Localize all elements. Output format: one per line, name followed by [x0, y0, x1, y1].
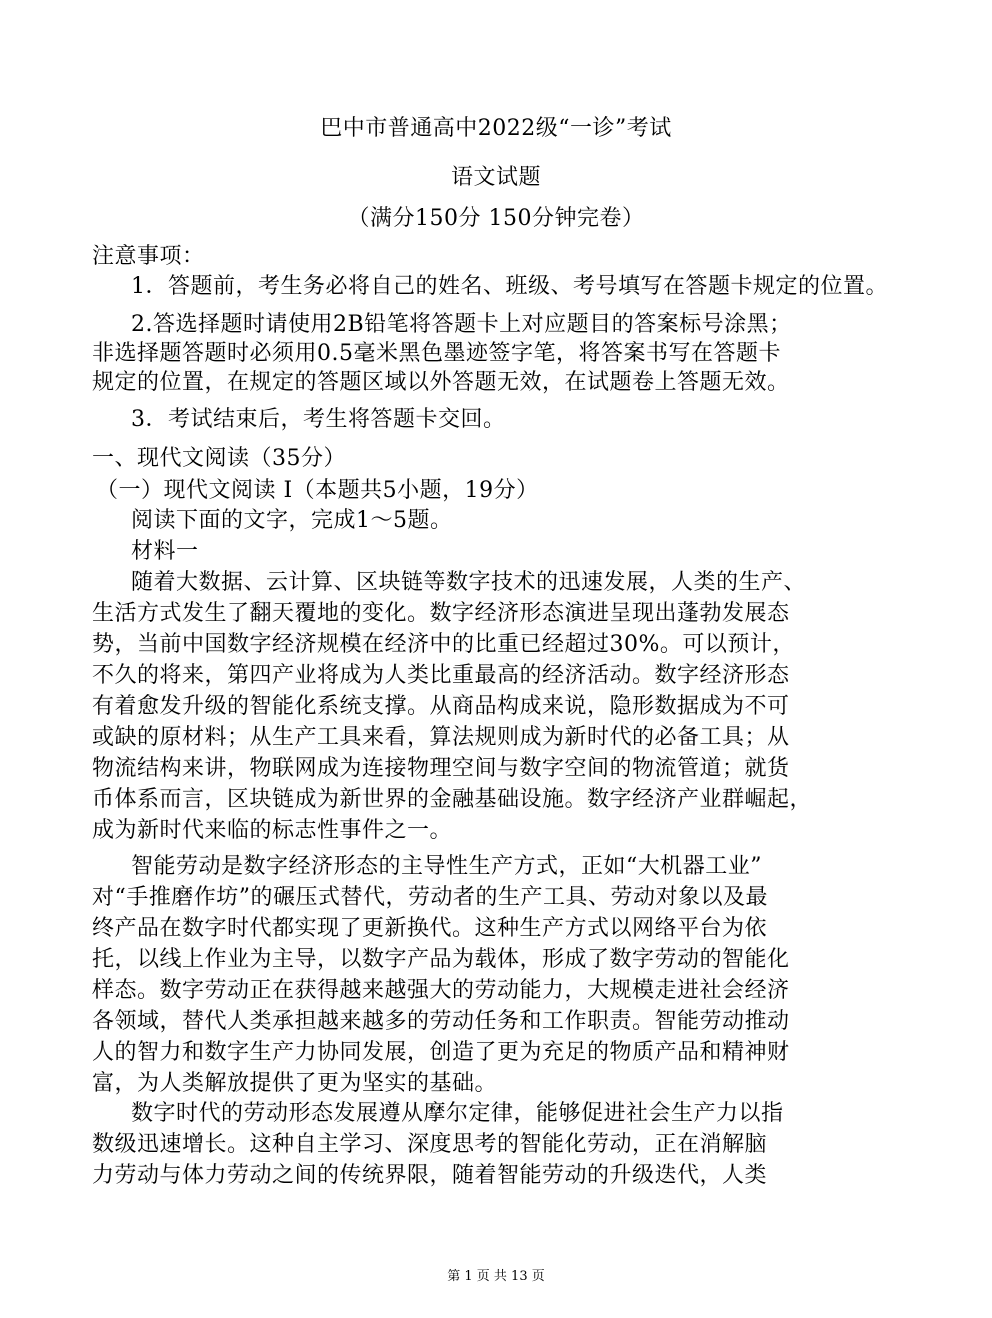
body-line: 有着愈发升级的智能化系统支撑。从商品构成来说，隐形数据成为不可: [92, 694, 790, 719]
notice-item-2-line-3: 规定的位置，在规定的答题区域以外答题无效，在试题卷上答题无效。: [92, 370, 790, 395]
notice-item-2-line-2: 非选择题答题时必须用0.5毫米黑色墨迹签字笔，将答案书写在答题卡: [92, 341, 781, 366]
subsection-heading: （一）现代文阅读 I（本题共5小题，19分）: [96, 478, 539, 503]
body-line: 数级迅速增长。这种自主学习、深度思考的智能化劳动，正在消解脑: [92, 1132, 768, 1157]
body-line: 各领域，替代人类承担越来越多的劳动任务和工作职责。智能劳动推动: [92, 1009, 790, 1034]
exam-title: 巴中市普通高中2022级“一诊”考试: [320, 116, 672, 141]
body-line: 力劳动与体力劳动之间的传统界限，随着智能劳动的升级迭代，人类: [92, 1163, 768, 1188]
body-line: 人的智力和数字生产力协同发展，创造了更为充足的物质产品和精神财: [92, 1040, 790, 1065]
body-line: 不久的将来，第四产业将成为人类比重最高的经济活动。数字经济形态: [92, 663, 790, 688]
notice-item-3: 3．考试结束后，考生将答题卡交回。: [131, 407, 506, 432]
body-line: 数字时代的劳动形态发展遵从摩尔定律，能够促进社会生产力以指: [131, 1101, 784, 1126]
body-line: 托，以线上作业为主导，以数字产品为载体，形成了数字劳动的智能化: [92, 947, 790, 972]
notice-heading: 注意事项：: [92, 244, 205, 269]
body-line: 富，为人类解放提供了更为坚实的基础。: [92, 1071, 498, 1096]
body-line: 样态。数字劳动正在获得越来越强大的劳动能力，大规模走进社会经济: [92, 978, 790, 1003]
body-line: 终产品在数字时代都实现了更新换代。这种生产方式以网络平台为依: [92, 916, 768, 941]
score-time-info: （满分150分 150分钟完卷）: [347, 206, 645, 231]
body-line: 物流结构来讲，物联网成为连接物理空间与数字空间的物流管道；就货: [92, 756, 790, 781]
notice-item-2-line-1: 2.答选择题时请使用2B铅笔将答题卡上对应题目的答案标号涂黑；: [131, 312, 792, 337]
body-line: 生活方式发生了翻天覆地的变化。数字经济形态演进呈现出蓬勃发展态: [92, 601, 790, 626]
section-heading: 一、现代文阅读（35分）: [92, 446, 346, 471]
notice-item-1: 1．答题前，考生务必将自己的姓名、班级、考号填写在答题卡规定的位置。: [131, 274, 888, 299]
page-number: 第 1 页 共 13 页: [447, 1269, 545, 1284]
material-label: 材料一: [131, 539, 199, 564]
body-line: 对“手推磨作坊”的碾压式替代，劳动者的生产工具、劳动对象以及最: [92, 885, 768, 910]
body-line: 智能劳动是数字经济形态的主导性生产方式，正如“大机器工业”: [131, 854, 762, 879]
reading-instruction: 阅读下面的文字，完成1～5题。: [131, 508, 453, 533]
body-line: 随着大数据、云计算、区块链等数字技术的迅速发展，人类的生产、: [131, 570, 807, 595]
body-line: 势，当前中国数字经济规模在经济中的比重已经超过30%。可以预计，: [92, 632, 795, 657]
body-line: 成为新时代来临的标志性事件之一。: [92, 818, 453, 843]
body-line: 或缺的原材料；从生产工具来看，算法规则成为新时代的必备工具；从: [92, 725, 790, 750]
subject-title: 语文试题: [450, 165, 541, 190]
body-line: 币体系而言，区块链成为新世界的金融基础设施。数字经济产业群崛起，: [92, 787, 813, 812]
